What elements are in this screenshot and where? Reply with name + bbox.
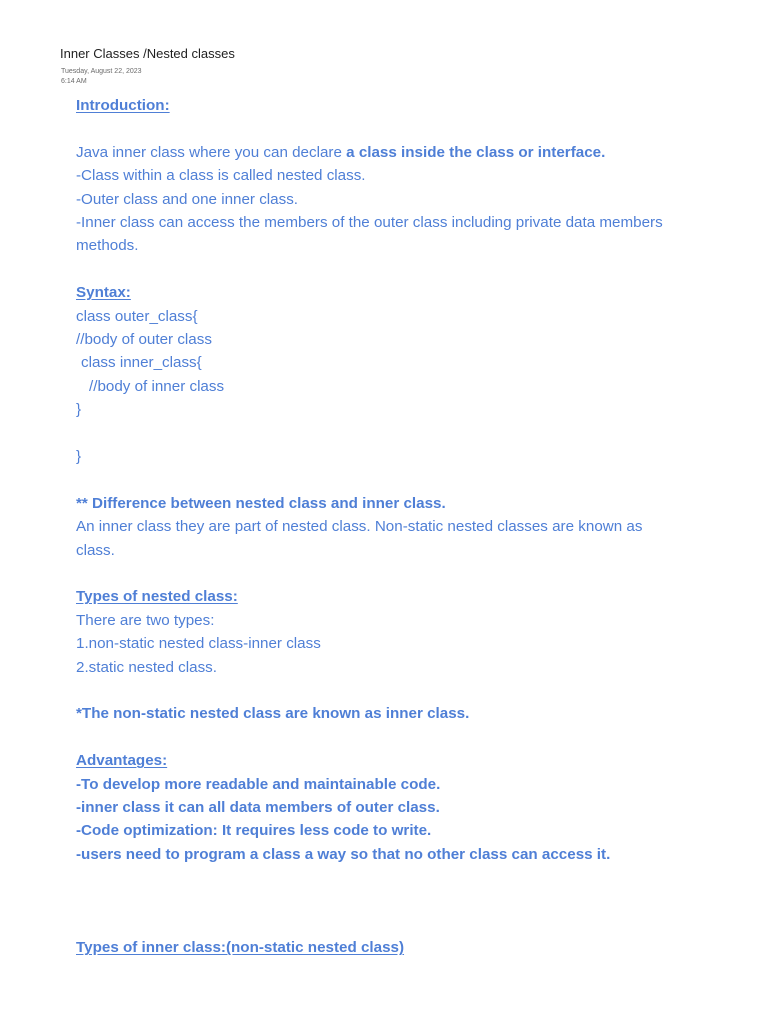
advantage-item: -Code optimization: It requires less code to write. (76, 822, 432, 840)
page-title: Inner Classes /Nested classes (60, 46, 235, 61)
code-line: } (76, 401, 82, 419)
difference-text-line-2: class. (76, 541, 115, 559)
types-heading: Types of nested class: (76, 588, 238, 606)
spacer (76, 468, 764, 491)
introduction-heading: Introduction: (76, 97, 170, 114)
code-line: class inner_class{ (81, 354, 202, 372)
code-line: } (76, 448, 82, 466)
intro-line-1 (76, 141, 764, 164)
syntax-heading: Syntax: (76, 284, 131, 302)
spacer (76, 562, 764, 585)
note-time: 6:14 AM (61, 78, 87, 85)
intro-line-2: -Class within a class is called nested class. (76, 167, 366, 185)
intro-line-3: -Outer class and one inner class. (76, 190, 299, 208)
spacer (76, 890, 764, 913)
advantage-item: -inner class it can all data members of outer class. (76, 799, 440, 817)
advantage-item: -To develop more readable and maintainable code. (76, 775, 441, 793)
spacer (76, 913, 764, 936)
note-date: Tuesday, August 22, 2023 (61, 68, 142, 75)
code-line: //body of outer class (76, 331, 212, 349)
intro-line-4: -Inner class can access the members of the outer class including private data members (76, 214, 663, 232)
spacer (76, 422, 764, 445)
spacer (76, 258, 764, 281)
spacer (76, 679, 764, 702)
difference-heading: ** Difference between nested class and inner class. (76, 494, 446, 512)
code-line: class outer_class{ (76, 307, 198, 325)
intro-line-1-bold: a class inside the class or interface. (346, 143, 606, 161)
types-note: *The non-static nested class are known as inner class. (76, 705, 470, 723)
inner-types-heading: Types of inner class:(non-static nested class) (76, 939, 405, 957)
spacer (76, 866, 764, 889)
intro-line-1-text: Java inner class where you can declare (76, 143, 347, 161)
difference-text-line-1: An inner class they are part of nested class. Non-static nested classes are known as (76, 518, 643, 536)
advantage-item: -users need to program a class a way so that no other class can access it. (76, 845, 611, 863)
types-item: 1.non-static nested class-inner class (76, 635, 321, 653)
spacer (76, 726, 764, 749)
types-intro: There are two types: (76, 611, 215, 629)
intro-line-5: methods. (76, 237, 139, 255)
code-line: //body of inner class (89, 377, 225, 395)
advantages-heading: Advantages: (76, 752, 168, 770)
spacer (76, 117, 764, 140)
types-item: 2.static nested class. (76, 658, 217, 676)
note-body[interactable] (76, 94, 764, 960)
